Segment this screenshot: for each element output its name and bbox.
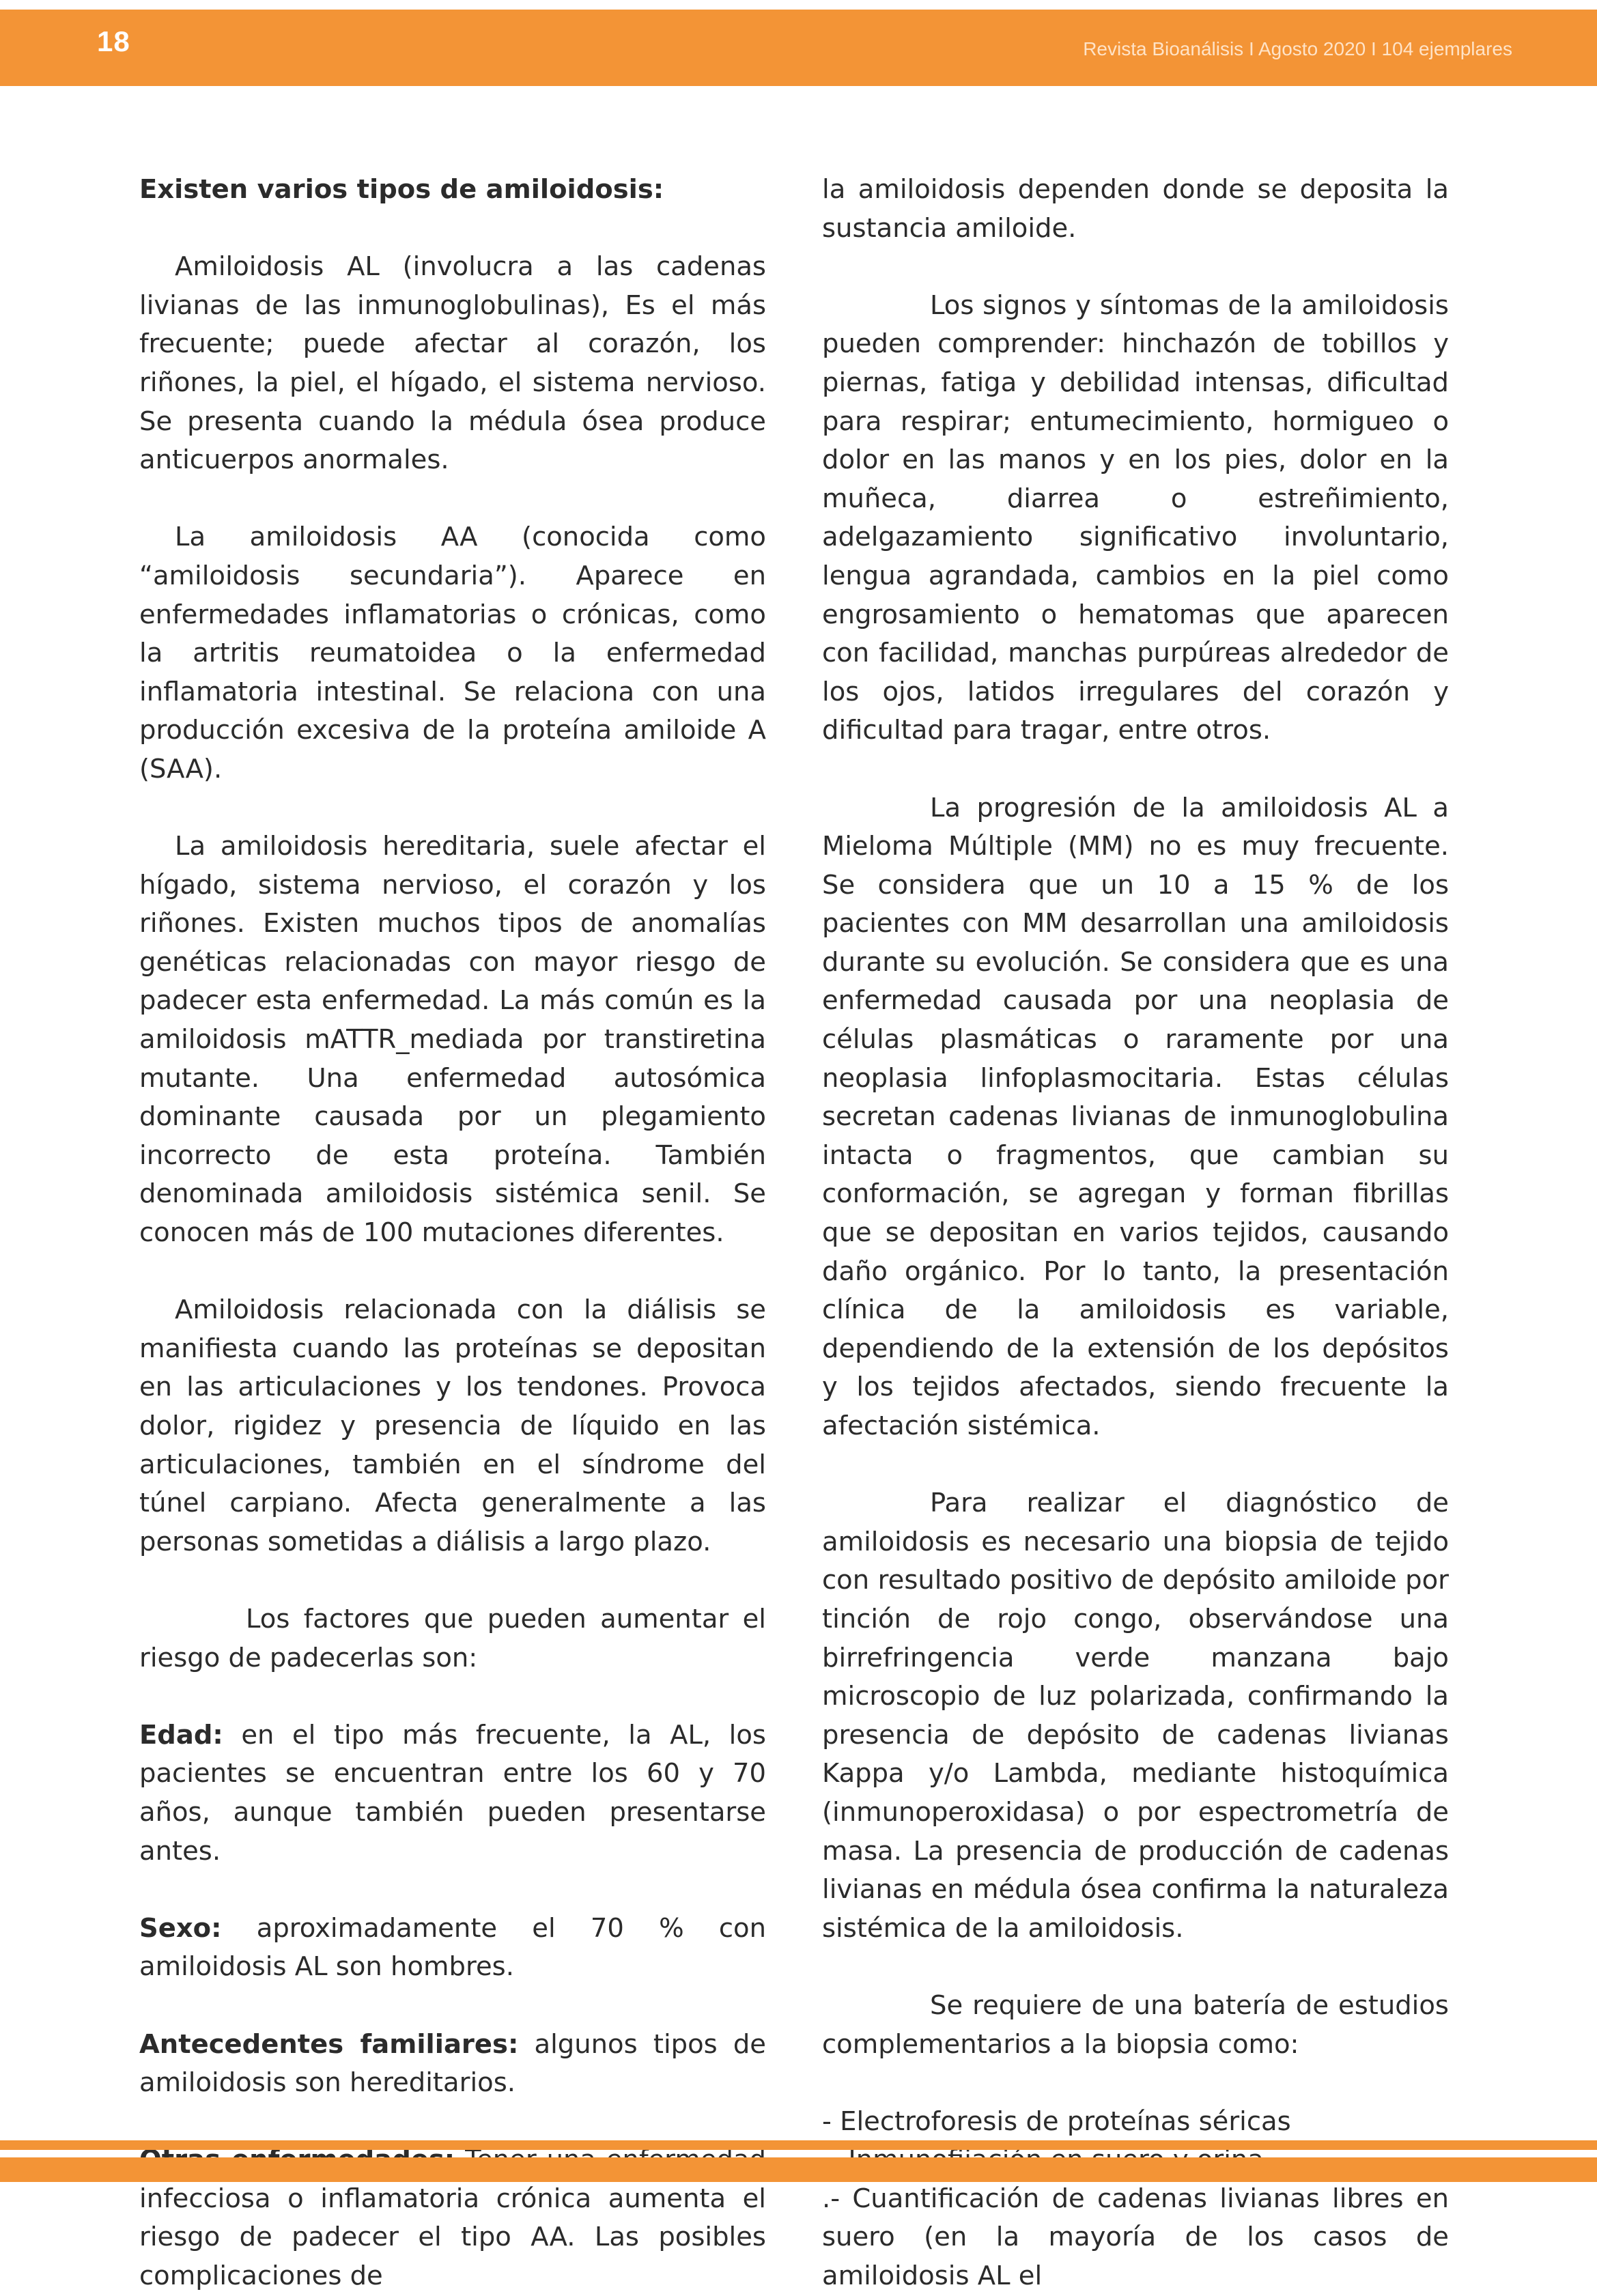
risk-factor-text: infecciosa o inflamatoria crónica aumenta el riesgo de padecer el tipo AA. Las posibles complicaciones de <box>139 2183 766 2292</box>
paragraph-factores: Los factores que pueden aumentar el riesgo de padecerlas son: <box>139 1603 766 1673</box>
risk-factor-label: Antecedentes familiares: <box>139 2028 519 2060</box>
paragraph-amiloidosis-aa: La amiloidosis AA (conocida como “amiloidosis secundaria”). Aparece en enfermedades inflamatorias o crónicas, como la artritis reumatoidea o la enfermedad inflamatoria intestinal. Se relaciona con una producción excesiva de la proteína amiloide A (SAA). <box>139 522 766 784</box>
risk-factor-label: Edad: <box>139 1719 223 1751</box>
page-header <box>0 10 1597 86</box>
page-number: 18 <box>97 25 130 57</box>
list-item: .- Cuantificación de cadenas livianas libres en suero (en la mayoría de los casos de amiloidosis AL el <box>822 2183 1449 2292</box>
risk-factor-edad <box>139 1716 766 1871</box>
paragraph-amiloidosis-al: Amiloidosis AL (involucra a las cadenas livianas de las inmunoglobulinas), Es el más frecuente; puede afectar al corazón, los riñones, la piel, el hígado, el sistema nervioso. Se presenta cuando la médula ósea produce anticuerpos anormales. <box>139 251 766 476</box>
section-heading: Existen varios tipos de amiloidosis: <box>139 174 664 205</box>
footer-bar <box>0 2157 1597 2182</box>
paragraph-estudios: Se requiere de una batería de estudios complementarios a la biopsia como: <box>822 1989 1449 2060</box>
risk-factor-text: en el tipo más frecuente, la AL, los pacientes se encuentran entre los 60 y 70 años, aunque también pueden presentarse antes. <box>139 1719 766 1867</box>
risk-factor-text: aproximadamente el 70 % con amiloidosis AL son hombres. <box>139 1912 766 1983</box>
risk-factor-label: Sexo: <box>139 1912 222 1944</box>
risk-factor-antecedentes <box>139 2026 766 2103</box>
running-head: Revista Bioanálisis I Agosto 2020 I 104 ejemplares <box>1083 38 1512 59</box>
paragraph-amiloidosis-dialisis: Amiloidosis relacionada con la diálisis se manifiesta cuando las proteínas se depositan en las articulaciones y los tendones. Provoca dolor, rigidez y presencia de líquido en las articulaciones, también en el síndrome del túnel carpiano. Afecta generalmente a las personas sometidas a diálisis a largo plazo. <box>139 1294 766 1557</box>
risk-factor-sexo <box>139 1910 766 1987</box>
list-item: - Electroforesis de proteínas séricas <box>822 2106 1291 2137</box>
risk-factor-text: algunos tipos de amiloidosis son hereditarios. <box>139 2028 766 2099</box>
paragraph-progresion: La progresión de la amiloidosis AL a Mieloma Múltiple (MM) no es muy frecuente. Se considera que un 10 a 15 % de los pacientes con MM desarrollan una amiloidosis durante su evolución. Se considera que es una enfermedad causada por una neoplasia de células plasmáticas o raramente por una neoplasia linfoplasmocitaria. Estas células secretan cadenas livianas de inmunoglobulina intacta o fragmentos, que cambian su conformación, se agregan y forman fibrillas que se depositan en varios tejidos, causando daño orgánico. Por lo tanto, la presentación clínica de la amiloidosis es variable, dependiendo de la extensión de los depósitos y los tejidos afectados, siendo frecuente la afectación sistémica. <box>822 792 1449 1441</box>
paragraph-continuation: la amiloidosis dependen donde se deposita la sustancia amiloide. <box>822 174 1449 244</box>
paragraph-diagnostico: Para realizar el diagnóstico de amiloidosis es necesario una biopsia de tejido con resultado positivo de depósito amiloide por tinción de rojo congo, observándose una birrefringencia verde manzana bajo microscopio de luz polarizada, confirmando la presencia de depósito de cadenas livianas Kappa y/o Lambda, mediante histoquímica (inmunoperoxidasa) o por espectrometría de masa. La presencia de producción de cadenas livianas en médula ósea confirma la naturaleza sistémica de la amiloidosis. <box>822 1488 1449 1944</box>
right-column <box>822 171 1449 2296</box>
paragraph-signos-sintomas: Los signos y síntomas de la amiloidosis pueden comprender: hinchazón de tobillos y piernas, fatiga y debilidad intensas, dificultad para respirar; entumecimiento, hormigueo o dolor en las manos y en los pies, dolor en la muñeca, diarrea o estreñimiento, adelgazamiento significativo involuntario, lengua agrandada, cambios en la piel como engrosamiento o hematomas que aparecen con facilidad, manchas purpúreas alrededor de los ojos, latidos irregulares del corazón y dificultad para tragar, entre otros. <box>822 289 1449 746</box>
left-column <box>139 171 766 2296</box>
footer-bar <box>0 2140 1597 2150</box>
paragraph-amiloidosis-hereditaria: La amiloidosis hereditaria, suele afectar el hígado, sistema nervioso, el corazón y los riñones. Existen muchos tipos de anomalías genéticas relacionadas con mayor riesgo de padecer esta enfermedad. La más común es la amiloidosis mATTR_mediada por transtiretina mutante. Una enfermedad autosómica dominante causada por un plegamiento incorrecto de esta proteína. También denominada amiloidosis sistémica senil. Se conocen más de 100 mutaciones diferentes. <box>139 831 766 1249</box>
